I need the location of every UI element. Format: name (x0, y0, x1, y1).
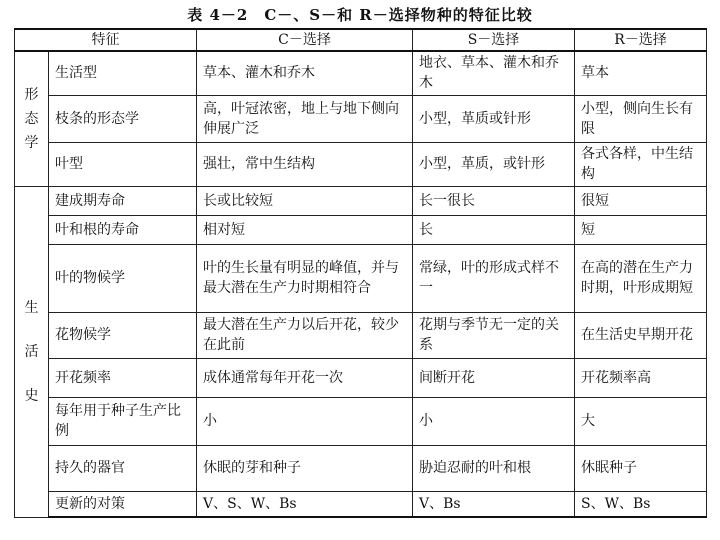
table-row (15, 186, 707, 215)
comparison-table (14, 28, 707, 518)
s-cell: 小型，革质，或针形 (413, 142, 575, 186)
c-cell: 叶的生长量有明显的峰值，并与最大潜在生产力时期相符合 (197, 244, 413, 312)
s-cell: 长 (413, 215, 575, 244)
table-row (15, 358, 707, 397)
feature-cell: 更新的对策 (49, 491, 197, 517)
table-row (15, 244, 707, 312)
feature-cell: 叶型 (49, 142, 197, 186)
r-cell: 小型，侧向生长有限 (575, 95, 707, 142)
table-title: 表 4－2 C－、S－和 R－选择物种的特征比较 (187, 6, 533, 24)
s-cell: 小 (413, 397, 575, 445)
s-cell: V、Bs (413, 491, 575, 517)
table-row (15, 445, 707, 491)
r-cell: 短 (575, 215, 707, 244)
table-row (15, 312, 707, 358)
table-row (15, 491, 707, 517)
c-cell: 高，叶冠浓密，地上与地下侧向伸展广泛 (197, 95, 413, 142)
feature-cell: 建成期寿命 (49, 186, 197, 215)
feature-cell: 每年用于种子生产比例 (49, 397, 197, 445)
group-label-life-history: 生活史 (15, 186, 49, 517)
feature-cell: 花物候学 (49, 312, 197, 358)
r-cell: 很短 (575, 186, 707, 215)
feature-cell: 枝条的形态学 (49, 95, 197, 142)
r-cell: 在高的潜在生产力时期，叶形成期短 (575, 244, 707, 312)
r-cell: 休眠种子 (575, 445, 707, 491)
c-cell: 长或比较短 (197, 186, 413, 215)
header-c-selection: C－选择 (197, 29, 413, 51)
feature-cell: 开花频率 (49, 358, 197, 397)
s-cell: 胁迫忍耐的叶和根 (413, 445, 575, 491)
r-cell: 在生活史早期开花 (575, 312, 707, 358)
table-row (15, 142, 707, 186)
table-row (15, 95, 707, 142)
r-cell: 各式各样，中生结构 (575, 142, 707, 186)
feature-cell: 生活型 (49, 51, 197, 95)
feature-cell: 叶和根的寿命 (49, 215, 197, 244)
c-cell: 最大潜在生产力以后开花，较少在此前 (197, 312, 413, 358)
c-cell: 强壮，常中生结构 (197, 142, 413, 186)
table-row (15, 215, 707, 244)
table-row (15, 51, 707, 95)
header-r-selection: R－选择 (575, 29, 707, 51)
c-cell: V、S、W、Bs (197, 491, 413, 517)
s-cell: 间断开花 (413, 358, 575, 397)
header-feature: 特征 (15, 29, 197, 51)
s-cell: 长一很长 (413, 186, 575, 215)
s-cell: 常绿，叶的形成式样不一 (413, 244, 575, 312)
table-row (15, 397, 707, 445)
feature-cell: 持久的器官 (49, 445, 197, 491)
r-cell: 大 (575, 397, 707, 445)
header-s-selection: S－选择 (413, 29, 575, 51)
s-cell: 小型，革质或针形 (413, 95, 575, 142)
r-cell: 开花频率高 (575, 358, 707, 397)
c-cell: 草本、灌木和乔木 (197, 51, 413, 95)
s-cell: 地衣、草本、灌木和乔木 (413, 51, 575, 95)
c-cell: 休眠的芽和种子 (197, 445, 413, 491)
feature-cell: 叶的物候学 (49, 244, 197, 312)
c-cell: 成体通常每年开花一次 (197, 358, 413, 397)
c-cell: 小 (197, 397, 413, 445)
header-row (15, 29, 707, 51)
group-label-morphology: 形态学 (15, 51, 49, 186)
c-cell: 相对短 (197, 215, 413, 244)
r-cell: S、W、Bs (575, 491, 707, 517)
r-cell: 草本 (575, 51, 707, 95)
s-cell: 花期与季节无一定的关系 (413, 312, 575, 358)
